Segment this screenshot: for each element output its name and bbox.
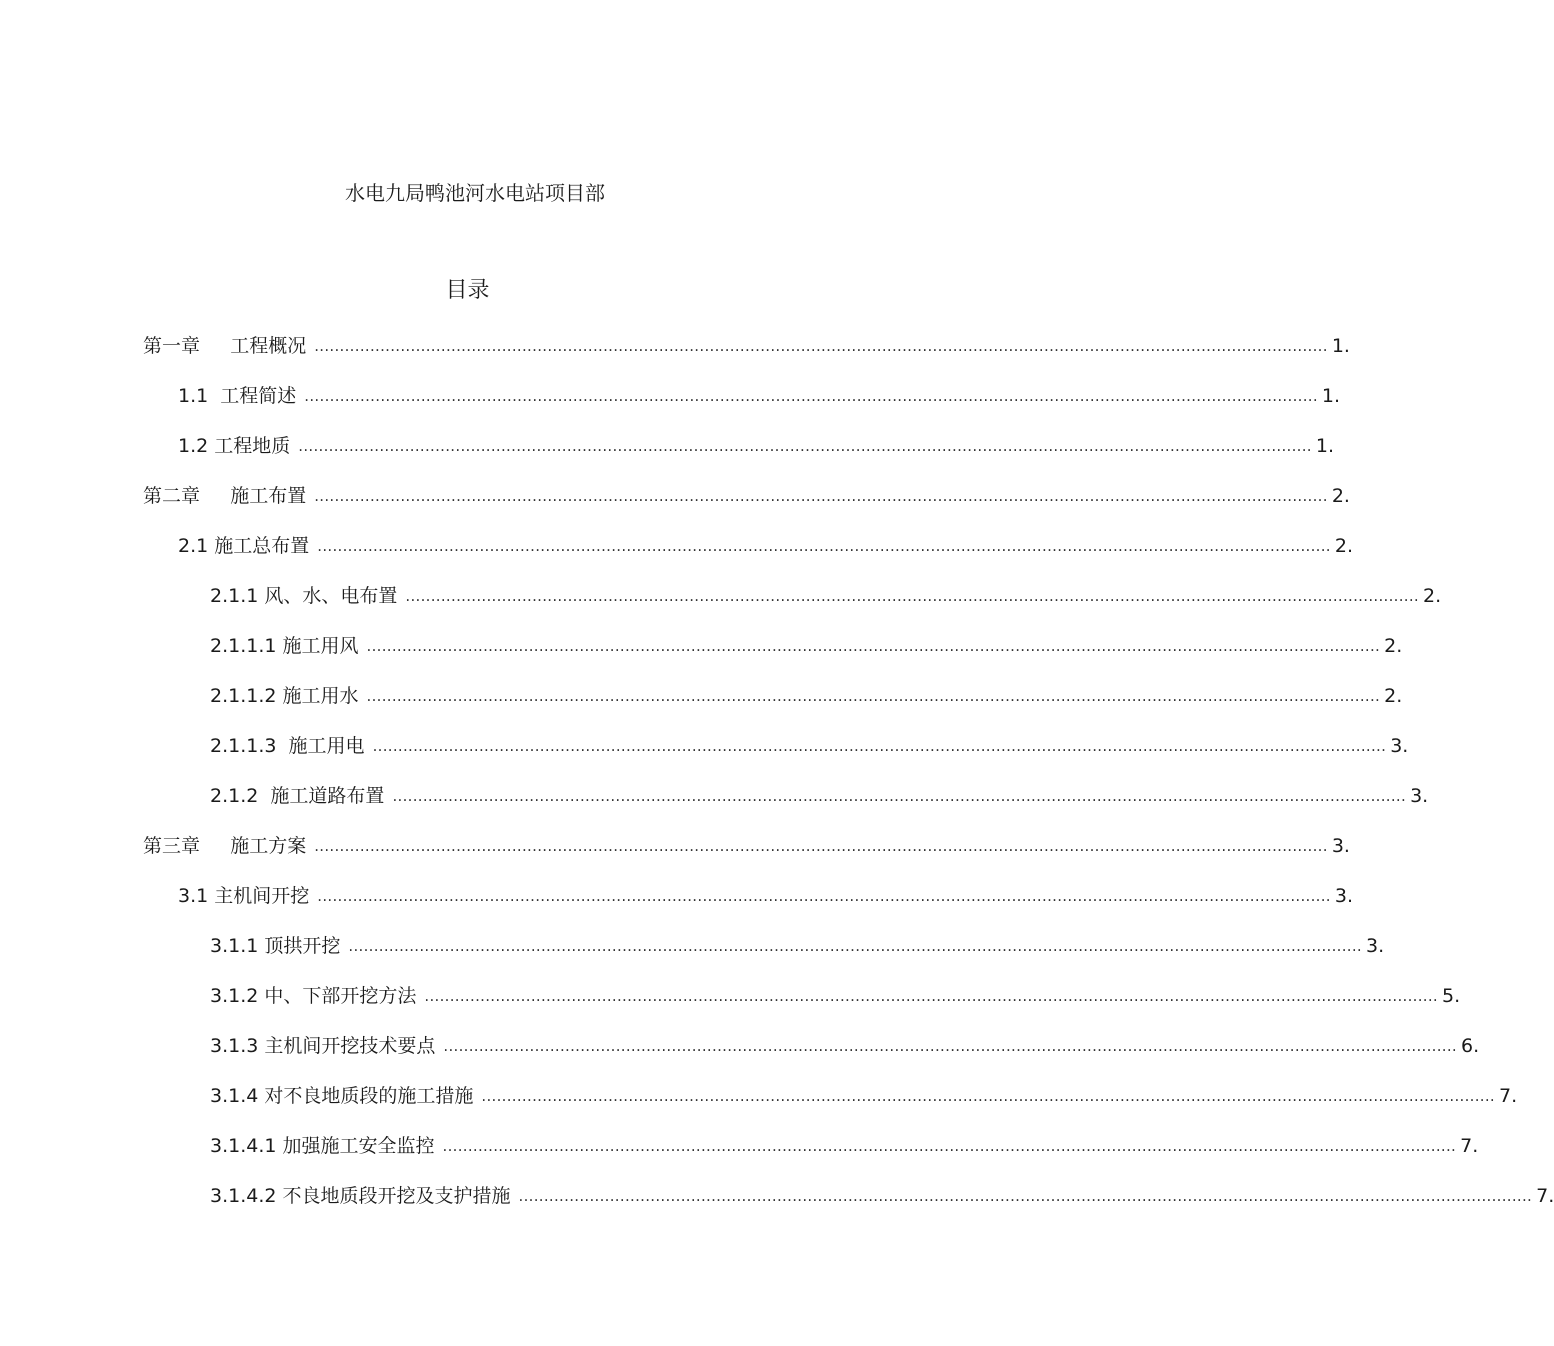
toc-entry[interactable] xyxy=(210,1075,1518,1109)
toc-dot-leader: ........................................................................................................................................................................................................ xyxy=(317,537,1331,555)
toc-entry-page: 1. xyxy=(1321,385,1341,407)
toc-entry-label: 3.1.3 主机间开挖技术要点 xyxy=(210,1035,436,1057)
toc-entry-label: 3.1.4.2 不良地质段开挖及支护措施 xyxy=(210,1185,511,1207)
toc-entry-page: 3. xyxy=(1366,935,1385,957)
toc-entry-label: 第一章 工程概况 xyxy=(143,335,307,357)
toc-dot-leader: ........................................................................................................................................................................................................ xyxy=(424,987,1439,1005)
organization-title: 水电九局鸭池河水电站项目部 xyxy=(345,181,605,205)
toc-entry[interactable] xyxy=(210,675,1403,709)
toc-entry-page: 2. xyxy=(1423,585,1442,607)
toc-entry-page: 3. xyxy=(1331,835,1350,857)
toc-entry-label: 第三章 施工方案 xyxy=(143,835,307,857)
toc-entry-page: 7. xyxy=(1460,1135,1479,1157)
toc-entry[interactable] xyxy=(178,875,1354,909)
toc-dot-leader: ........................................................................................................................................................................................................ xyxy=(443,1037,1458,1055)
toc-entry[interactable] xyxy=(178,375,1341,409)
toc-entry-label: 3.1.4 对不良地质段的施工措施 xyxy=(210,1085,474,1107)
toc-dot-leader: ........................................................................................................................................................................................................ xyxy=(304,387,1318,405)
toc-entry[interactable] xyxy=(210,975,1461,1009)
toc-dot-leader: ........................................................................................................................................................................................................ xyxy=(405,587,1420,605)
toc-dot-leader: ........................................................................................................................................................................................................ xyxy=(481,1087,1496,1105)
toc-entry[interactable] xyxy=(210,1025,1480,1059)
toc-entry[interactable] xyxy=(210,575,1442,609)
toc-entry-label: 3.1 主机间开挖 xyxy=(178,885,310,907)
toc-dot-leader: ........................................................................................................................................................................................................ xyxy=(298,437,1312,455)
toc-entry-label: 3.1.4.1 加强施工安全监控 xyxy=(210,1135,435,1157)
toc-entry-page: 5. xyxy=(1442,985,1461,1007)
toc-entry-page: 1. xyxy=(1331,335,1350,357)
toc-entry-label: 3.1.1 顶拱开挖 xyxy=(210,935,341,957)
toc-entry-label: 2.1 施工总布置 xyxy=(178,535,310,557)
toc-entry-label: 第二章 施工布置 xyxy=(143,485,307,507)
toc-entry[interactable] xyxy=(210,1125,1479,1159)
toc-dot-leader: ........................................................................................................................................................................................................ xyxy=(348,937,1363,955)
toc-entry-label: 2.1.2 施工道路布置 xyxy=(210,785,385,807)
toc-entry-page: 7. xyxy=(1536,1185,1554,1207)
toc-entry-page: 1. xyxy=(1315,435,1335,457)
toc-entry-page: 2. xyxy=(1384,635,1403,657)
toc-dot-leader: ........................................................................................................................................................................................................ xyxy=(314,337,1328,355)
toc-entry-label: 2.1.1.2 施工用水 xyxy=(210,685,359,707)
toc-entry[interactable] xyxy=(143,475,1350,509)
toc-entry[interactable] xyxy=(178,425,1335,459)
toc-dot-leader: ........................................................................................................................................................................................................ xyxy=(518,1187,1533,1205)
toc-dot-leader: ........................................................................................................................................................................................................ xyxy=(366,687,1381,705)
toc-dot-leader: ........................................................................................................................................................................................................ xyxy=(314,837,1328,855)
toc-entry[interactable] xyxy=(210,625,1403,659)
toc-entry[interactable] xyxy=(143,325,1350,359)
toc-entry-page: 3. xyxy=(1334,885,1354,907)
toc-entry[interactable] xyxy=(210,1175,1554,1209)
toc-entry-page: 7. xyxy=(1499,1085,1518,1107)
toc-dot-leader: ........................................................................................................................................................................................................ xyxy=(366,637,1381,655)
toc-entry[interactable] xyxy=(178,525,1354,559)
toc-heading: 目录 xyxy=(445,278,490,303)
toc-entry-label: 3.1.2 中、下部开挖方法 xyxy=(210,985,417,1007)
toc-entry[interactable] xyxy=(210,775,1429,809)
toc-entry-page: 2. xyxy=(1384,685,1403,707)
toc-entry-page: 6. xyxy=(1461,1035,1480,1057)
toc-entry-label: 1.2 工程地质 xyxy=(178,435,291,457)
toc-entry[interactable] xyxy=(210,725,1409,759)
toc-entry-label: 2.1.1 风、水、电布置 xyxy=(210,585,398,607)
toc-entry-label: 1.1 工程简述 xyxy=(178,385,297,407)
toc-entry-page: 2. xyxy=(1331,485,1350,507)
toc-entry-page: 3. xyxy=(1410,785,1429,807)
toc-entry-label: 2.1.1.1 施工用风 xyxy=(210,635,359,657)
toc-dot-leader: ........................................................................................................................................................................................................ xyxy=(314,487,1328,505)
toc-entry[interactable] xyxy=(210,925,1385,959)
toc-dot-leader: ........................................................................................................................................................................................................ xyxy=(372,737,1387,755)
toc-entry-page: 2. xyxy=(1334,535,1354,557)
toc-dot-leader: ........................................................................................................................................................................................................ xyxy=(442,1137,1457,1155)
toc-entry-page: 3. xyxy=(1390,735,1409,757)
toc-dot-leader: ........................................................................................................................................................................................................ xyxy=(317,887,1331,905)
toc-dot-leader: ........................................................................................................................................................................................................ xyxy=(392,787,1407,805)
toc-entry[interactable] xyxy=(143,825,1350,859)
toc-entry-label: 2.1.1.3 施工用电 xyxy=(210,735,365,757)
